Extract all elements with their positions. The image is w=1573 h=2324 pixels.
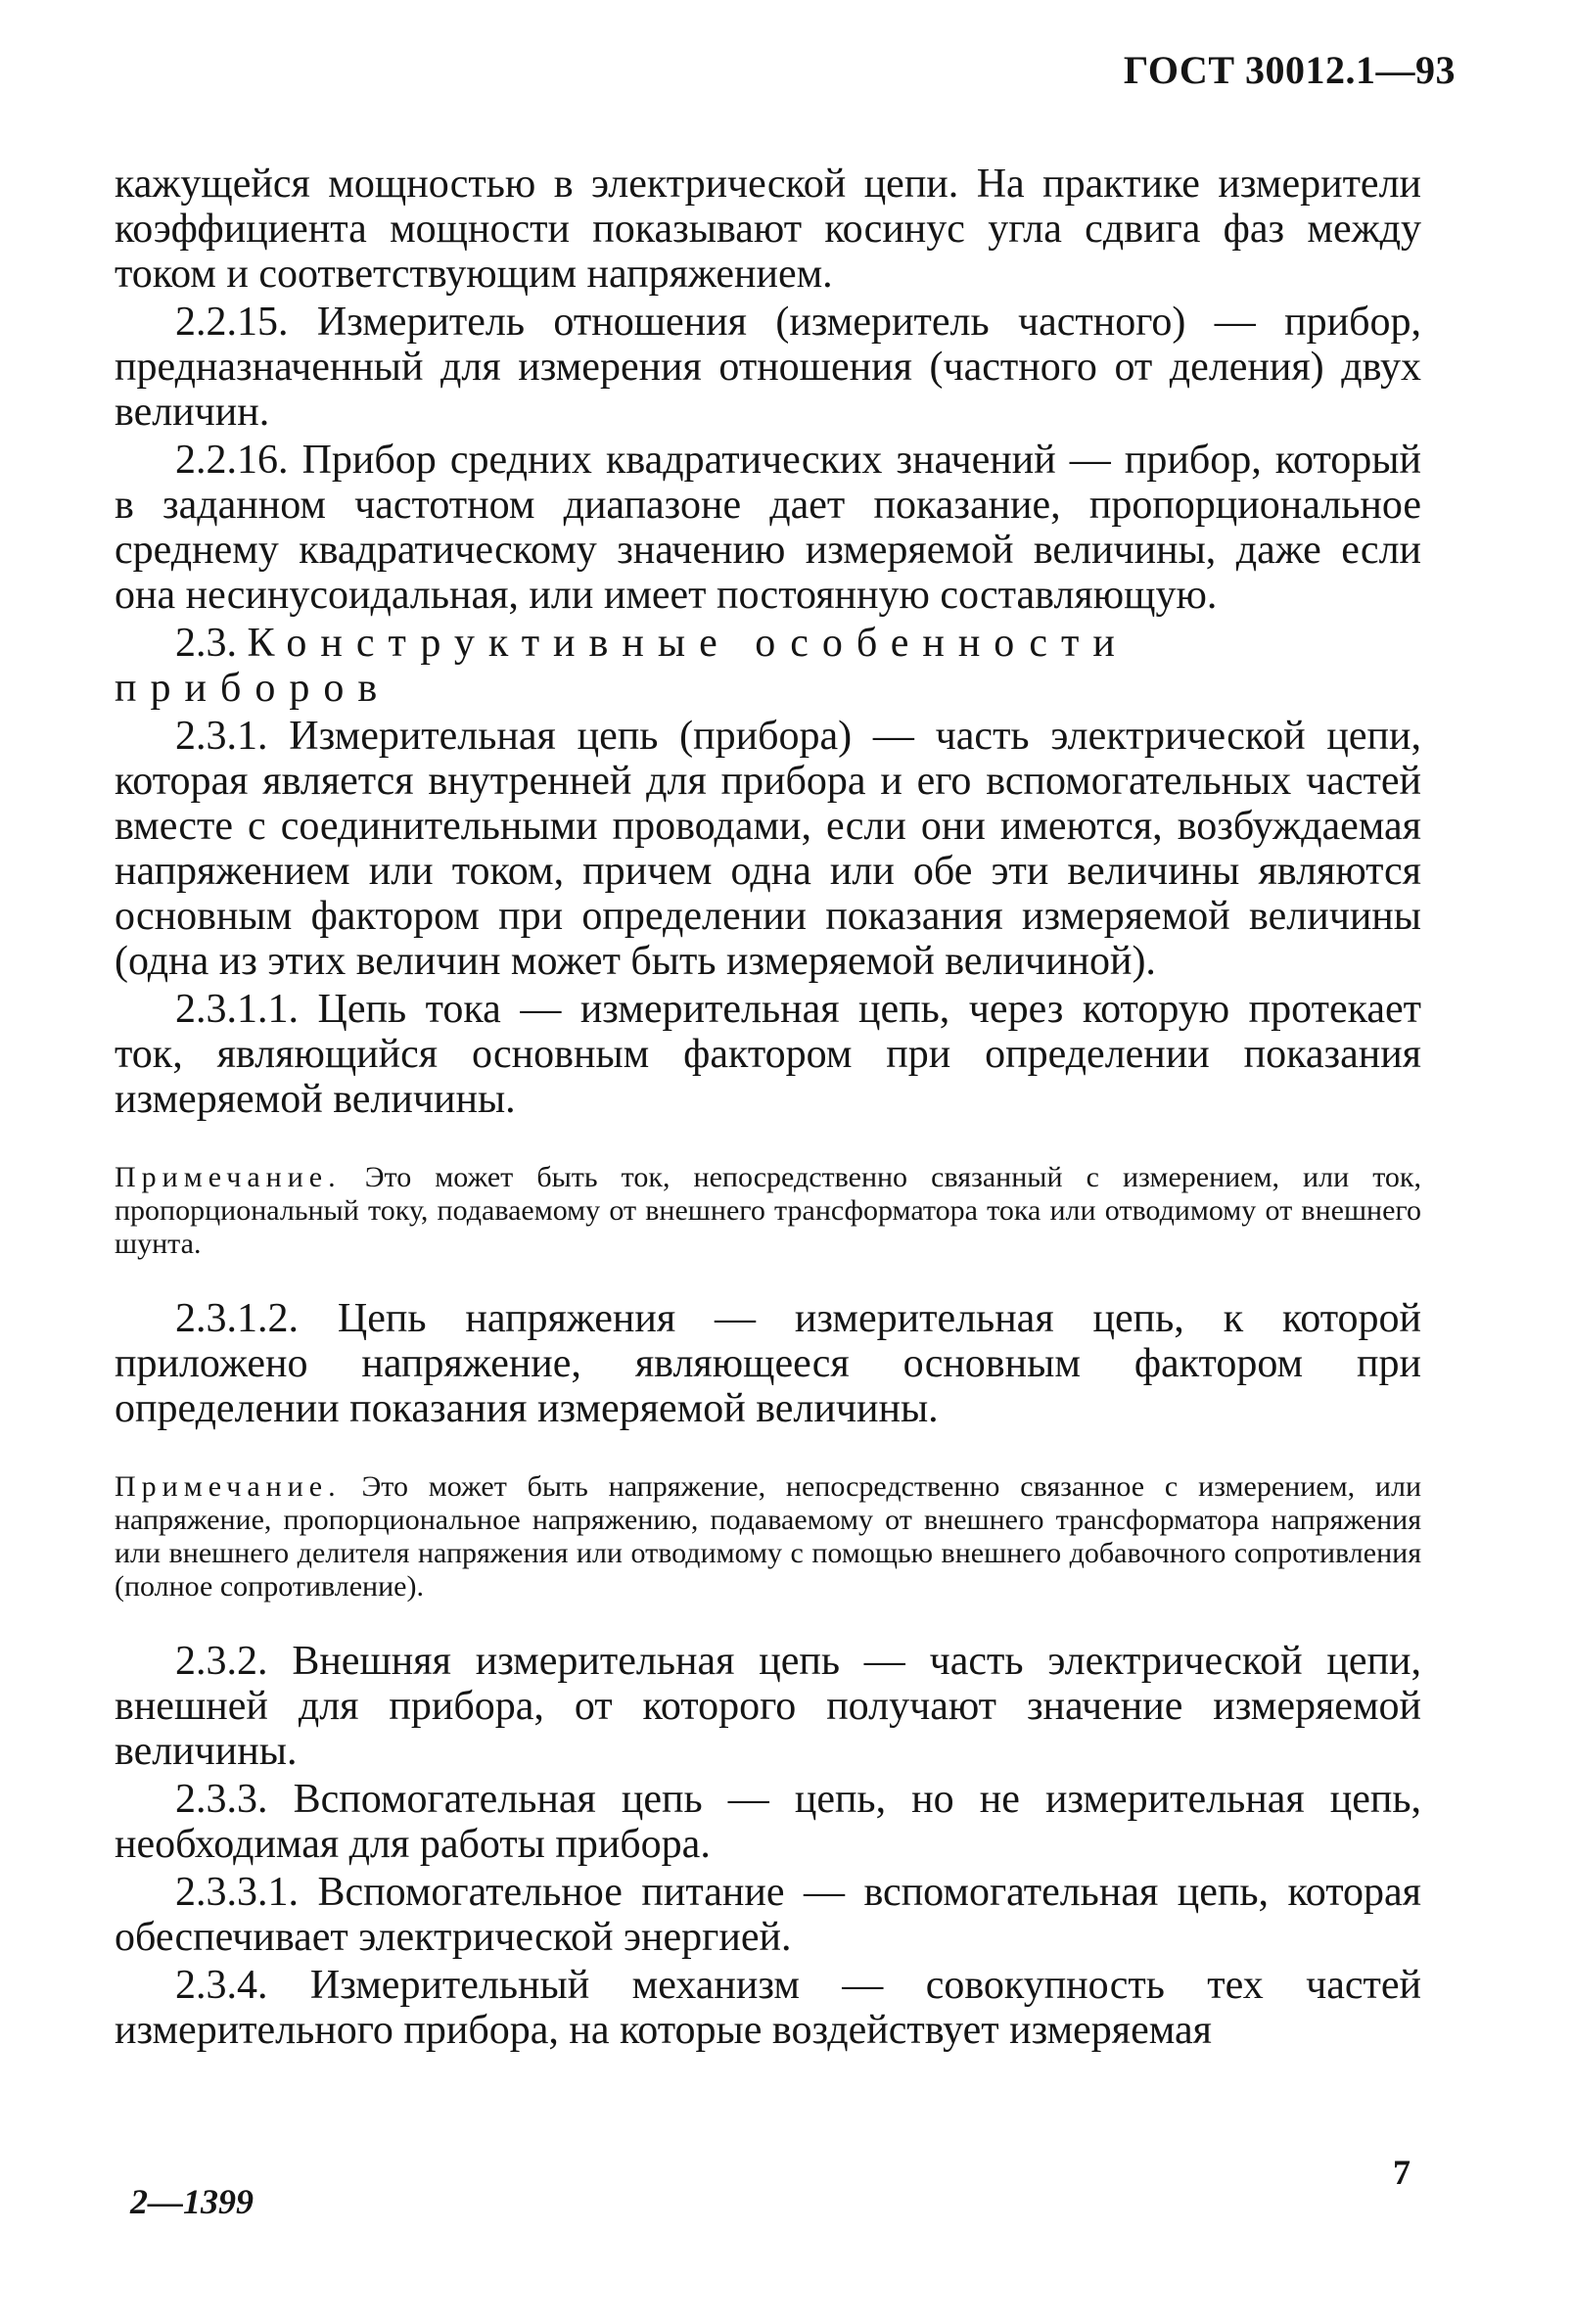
note-text: Это может быть напряжение, непосредственно связанное с измерением, или напряжение, пропорциональное напряжению, подаваемому от внешнего трансформатора напряжения или внешнего делителя напряжения или отводимому с помощью внешнего добавочного сопротивления (полное сопротивление). xyxy=(115,1470,1421,1603)
section-title-text: Конструктивные особенности приборов xyxy=(115,621,1129,711)
paragraph-continuation: кажущейся мощностью в электрической цепи. На практике измерители коэффициента мощности показывают косинус угла сдвига фаз между током и соответствующим напряжением. xyxy=(115,162,1421,297)
paragraph-2-3-1-1: 2.3.1.1. Цепь тока — измерительная цепь, через которую протекает ток, являющийся основным фактором при определении показания измеряемой величины. xyxy=(115,987,1421,1122)
sheet-code: 2—1399 xyxy=(130,2182,254,2221)
document-id-header: ГОСТ 30012.1—93 xyxy=(1123,48,1456,92)
note-label: Примечание. xyxy=(115,1470,342,1503)
paragraph-2-2-15: 2.2.15. Измеритель отношения (измеритель частного) — прибор, предназначенный для измерения отношения (частного от деления) двух величин. xyxy=(115,300,1421,435)
page-number: 7 xyxy=(1393,2153,1411,2192)
paragraph-2-3-4: 2.3.4. Измерительный механизм — совокупность тех частей измерительного прибора, на которые воздействует измеряемая xyxy=(115,1963,1421,2053)
paragraph-2-3-3: 2.3.3. Вспомогательная цепь — цепь, но не измерительная цепь, необходимая для работы прибора. xyxy=(115,1777,1421,1867)
paragraph-2-3-1-2: 2.3.1.2. Цепь напряжения — измерительная цепь, к которой приложено напряжение, являющееся основным фактором при определении показания измеряемой величины. xyxy=(115,1296,1421,1431)
body-text xyxy=(115,162,1421,2056)
paragraph-2-2-16: 2.2.16. Прибор средних квадратических значений — прибор, который в заданном частотном диапазоне дает показание, пропорциональное среднему квадратическому значению измеряемой величины, даже если она несинусоидальная, или имеет постоянную составляющую. xyxy=(115,438,1421,618)
paragraph-2-3-1: 2.3.1. Измерительная цепь (прибора) — часть электрической цепи, которая является внутренней для прибора и его вспомогательных частей вместе с соединительными проводами, если они имеются, возбуждаемая напряжением или током, причем одна или обе эти величины являются основным фактором при определении показания измеряемой величины (одна из этих величин может быть измеряемой величиной). xyxy=(115,714,1421,984)
note-current-circuit xyxy=(115,1161,1421,1261)
paragraph-2-3-2: 2.3.2. Внешняя измерительная цепь — часть электрической цепи, внешней для прибора, от которого получают значение измеряемой величины. xyxy=(115,1639,1421,1774)
note-text: Это может быть ток, непосредственно связанный с измерением, или ток, пропорциональный току, подаваемому от внешнего трансформатора тока или отводимому от внешнего шунта. xyxy=(115,1161,1422,1260)
paragraph-2-3-3-1: 2.3.3.1. Вспомогательное питание — вспомогательная цепь, которая обеспечивает электрической энергией. xyxy=(115,1870,1421,1960)
section-heading-2-3 xyxy=(115,621,1421,711)
note-label: Примечание. xyxy=(115,1161,342,1193)
note-voltage-circuit xyxy=(115,1470,1421,1604)
section-number: 2.3. xyxy=(175,621,237,666)
